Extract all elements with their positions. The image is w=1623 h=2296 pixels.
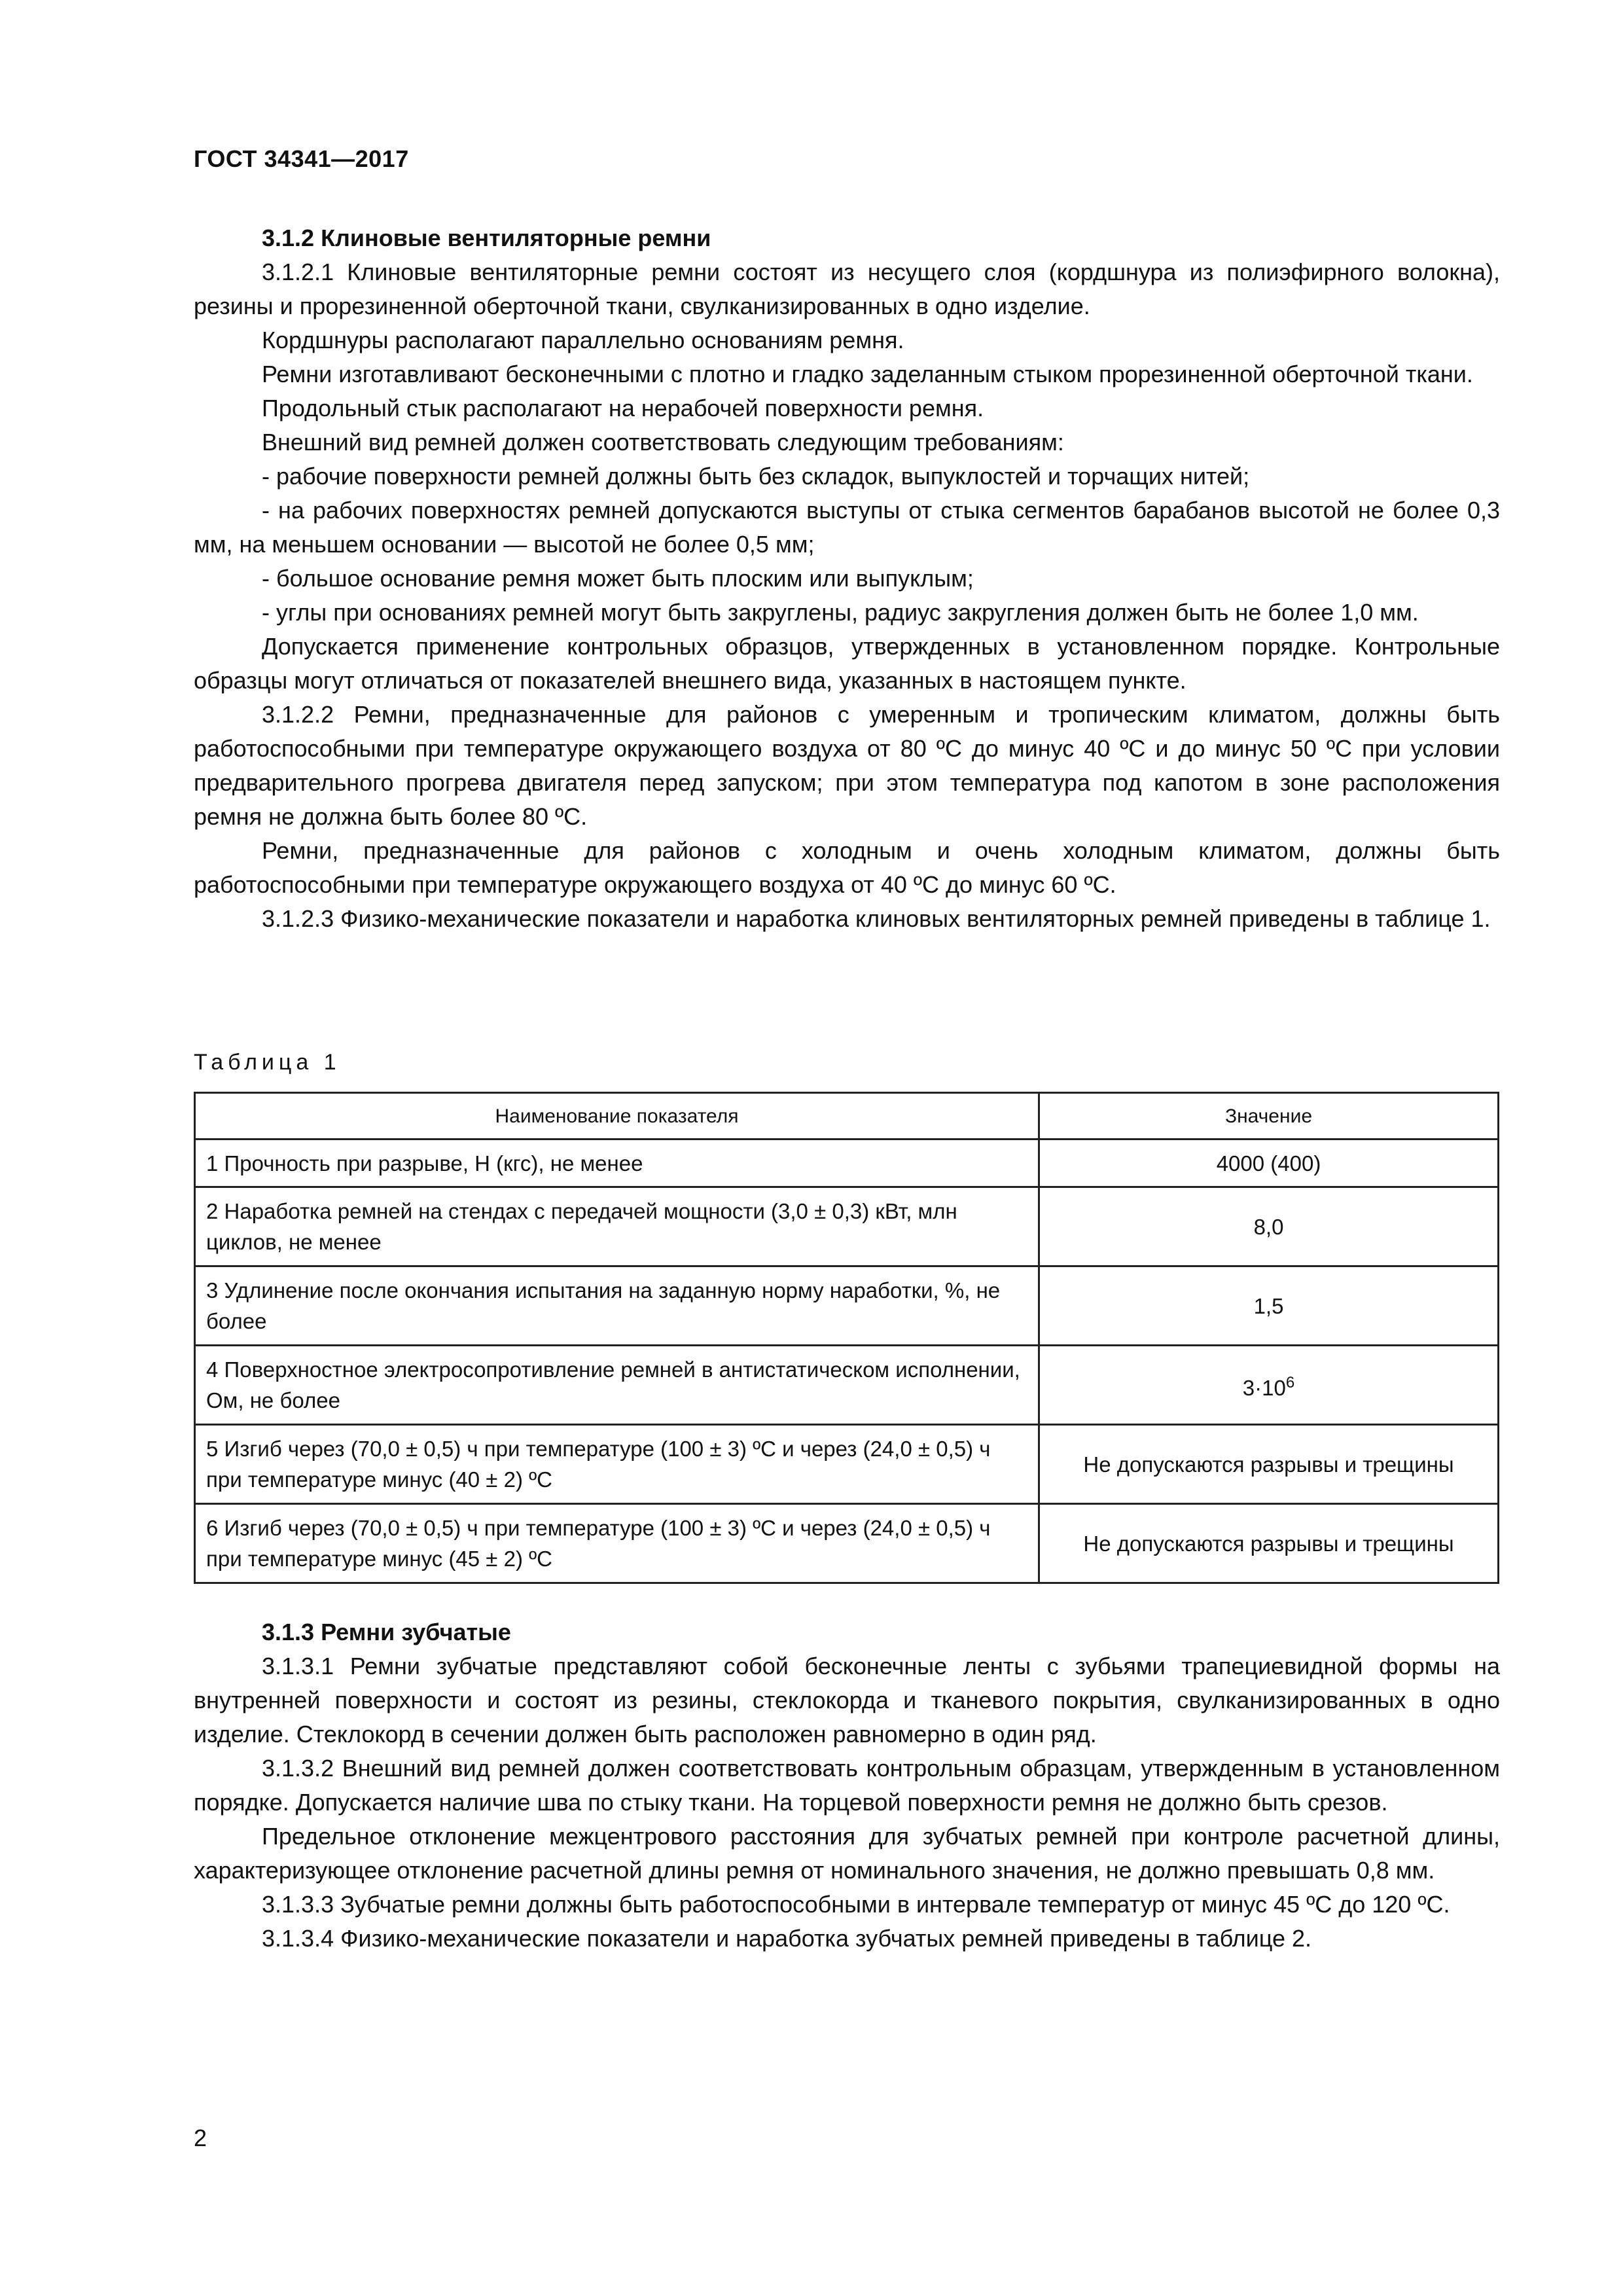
table-header-row — [195, 1093, 1499, 1139]
table-row — [195, 1139, 1499, 1187]
paragraph: 3.1.3.4 Физико-механические показатели и наработка зубчатых ремней приведены в таблице 2. — [262, 1925, 1312, 1952]
section-3-1-2 — [194, 221, 1500, 936]
indicator-value: 8,0 — [1039, 1187, 1499, 1266]
paragraph: 3.1.3.3 Зубчатые ремни должны быть работоспособными в интервале температур от минус 45 ºC до 120 ºC. — [262, 1891, 1450, 1918]
indicator-name: 6 Изгиб через (70,0 ± 0,5) ч при температуре (100 ± 3) ºC и через (24,0 ± 0,5) ч при температуре минус (45 ± 2) ºC — [195, 1504, 1039, 1583]
paragraph: 3.1.3.1 Ремни зубчатые представляют собой бесконечные ленты с зубьями трапециевидной формы на внутренней поверхности и состоят из резины, стеклокорда и тканевого покрытия, свулканизированных в одно изделие. Стеклокорд в сечении должен быть расположен равномерно в один ряд. — [194, 1653, 1500, 1748]
indicator-name: 4 Поверхностное электросопротивление ремней в антистатическом исполнении, Ом, не более — [195, 1346, 1039, 1425]
indicator-name: 2 Наработка ремней на стендах с передачей мощности (3,0 ± 0,3) кВт, млн циклов, не менее — [195, 1187, 1039, 1266]
indicator-name: 3 Удлинение после окончания испытания на заданную норму наработки, %, не более — [195, 1266, 1039, 1346]
table-row — [195, 1266, 1499, 1346]
list-item: - рабочие поверхности ремней должны быть без складок, выпуклостей и торчащих нитей; — [262, 463, 1250, 490]
paragraph: 3.1.2.1 Клиновые вентиляторные ремни состоят из несущего слоя (кордшнура из полиэфирного волокна), резины и прорезиненной оберточной ткани, свулканизированных в одно изделие. — [194, 259, 1500, 319]
paragraph: Продольный стык располагают на нерабочей поверхности ремня. — [262, 395, 984, 422]
table-row — [195, 1425, 1499, 1504]
document-id-header: ГОСТ 34341—2017 — [194, 145, 409, 172]
paragraph: Ремни изготавливают бесконечными с плотно и гладко заделанным стыком прорезиненной оберточной ткани. — [262, 361, 1473, 387]
indicator-name: 1 Прочность при разрыве, Н (кгс), не менее — [195, 1139, 1039, 1187]
table-1 — [194, 1092, 1499, 1584]
value-exponent: 6 — [1285, 1373, 1295, 1391]
column-header-value: Значение — [1039, 1093, 1499, 1139]
indicator-value: Не допускаются разрывы и трещины — [1039, 1425, 1499, 1504]
table-row — [195, 1346, 1499, 1425]
indicator-name: 5 Изгиб через (70,0 ± 0,5) ч при температуре (100 ± 3) ºC и через (24,0 ± 0,5) ч при температуре минус (40 ± 2) ºC — [195, 1425, 1039, 1504]
table-row — [195, 1504, 1499, 1583]
paragraph: Допускается применение контрольных образцов, утвержденных в установленном порядке. Контрольные образцы могут отличаться от показателей внешнего вида, указанных в настоящем пункте. — [194, 633, 1500, 694]
indicator-value: Не допускаются разрывы и трещины — [1039, 1504, 1499, 1583]
list-item: - углы при основаниях ремней могут быть закруглены, радиус закругления должен быть не более 1,0 мм. — [262, 599, 1419, 626]
column-header-name: Наименование показателя — [195, 1093, 1039, 1139]
indicator-value: 4000 (400) — [1039, 1139, 1499, 1187]
table-row — [195, 1187, 1499, 1266]
list-item: - большое основание ремня может быть плоским или выпуклым; — [262, 565, 974, 592]
paragraph: Предельное отклонение межцентрового расстояния для зубчатых ремней при контроле расчетной длины, характеризующее отклонение расчетной длины ремня от номинального значения, не должно превышать 0,8 мм. — [194, 1823, 1500, 1884]
value-base: 3·10 — [1242, 1375, 1286, 1400]
paragraph: 3.1.2.2 Ремни, предназначенные для районов с умеренным и тропическим климатом, должны быть работоспособными при температуре окружающего воздуха от 80 ºC до минус 40 ºC и до минус 50 ºC при условии предварительного прогрева двигателя перед запуском; при этом температура под капотом в зоне расположения ремня не должна быть более 80 ºC. — [194, 701, 1500, 830]
section-heading: 3.1.2 Клиновые вентиляторные ремни — [262, 224, 711, 251]
section-heading: 3.1.3 Ремни зубчатые — [262, 1619, 511, 1645]
indicator-value — [1039, 1346, 1499, 1425]
section-3-1-3 — [194, 1615, 1500, 1956]
paragraph: Внешний вид ремней должен соответствовать следующим требованиям: — [262, 429, 1064, 456]
paragraph: Кордшнуры располагают параллельно основаниям ремня. — [262, 327, 904, 353]
indicator-value: 1,5 — [1039, 1266, 1499, 1346]
table-caption: Таблица 1 — [194, 1050, 341, 1075]
paragraph: Ремни, предназначенные для районов с холодным и очень холодным климатом, должны быть работоспособными при температуре окружающего воздуха от 40 ºC до минус 60 ºC. — [194, 837, 1500, 898]
paragraph: 3.1.3.2 Внешний вид ремней должен соответствовать контрольным образцам, утвержденным в установленном порядке. Допускается наличие шва по стыку ткани. На торцевой поверхности ремня не должно быть срезов. — [194, 1755, 1500, 1816]
page-number: 2 — [194, 2125, 207, 2151]
list-item: - на рабочих поверхностях ремней допускаются выступы от стыка сегментов барабанов высотой не более 0,3 мм, на меньшем основании — высотой не более 0,5 мм; — [194, 497, 1500, 558]
paragraph: 3.1.2.3 Физико-механические показатели и наработка клиновых вентиляторных ремней приведены в таблице 1. — [262, 905, 1491, 932]
